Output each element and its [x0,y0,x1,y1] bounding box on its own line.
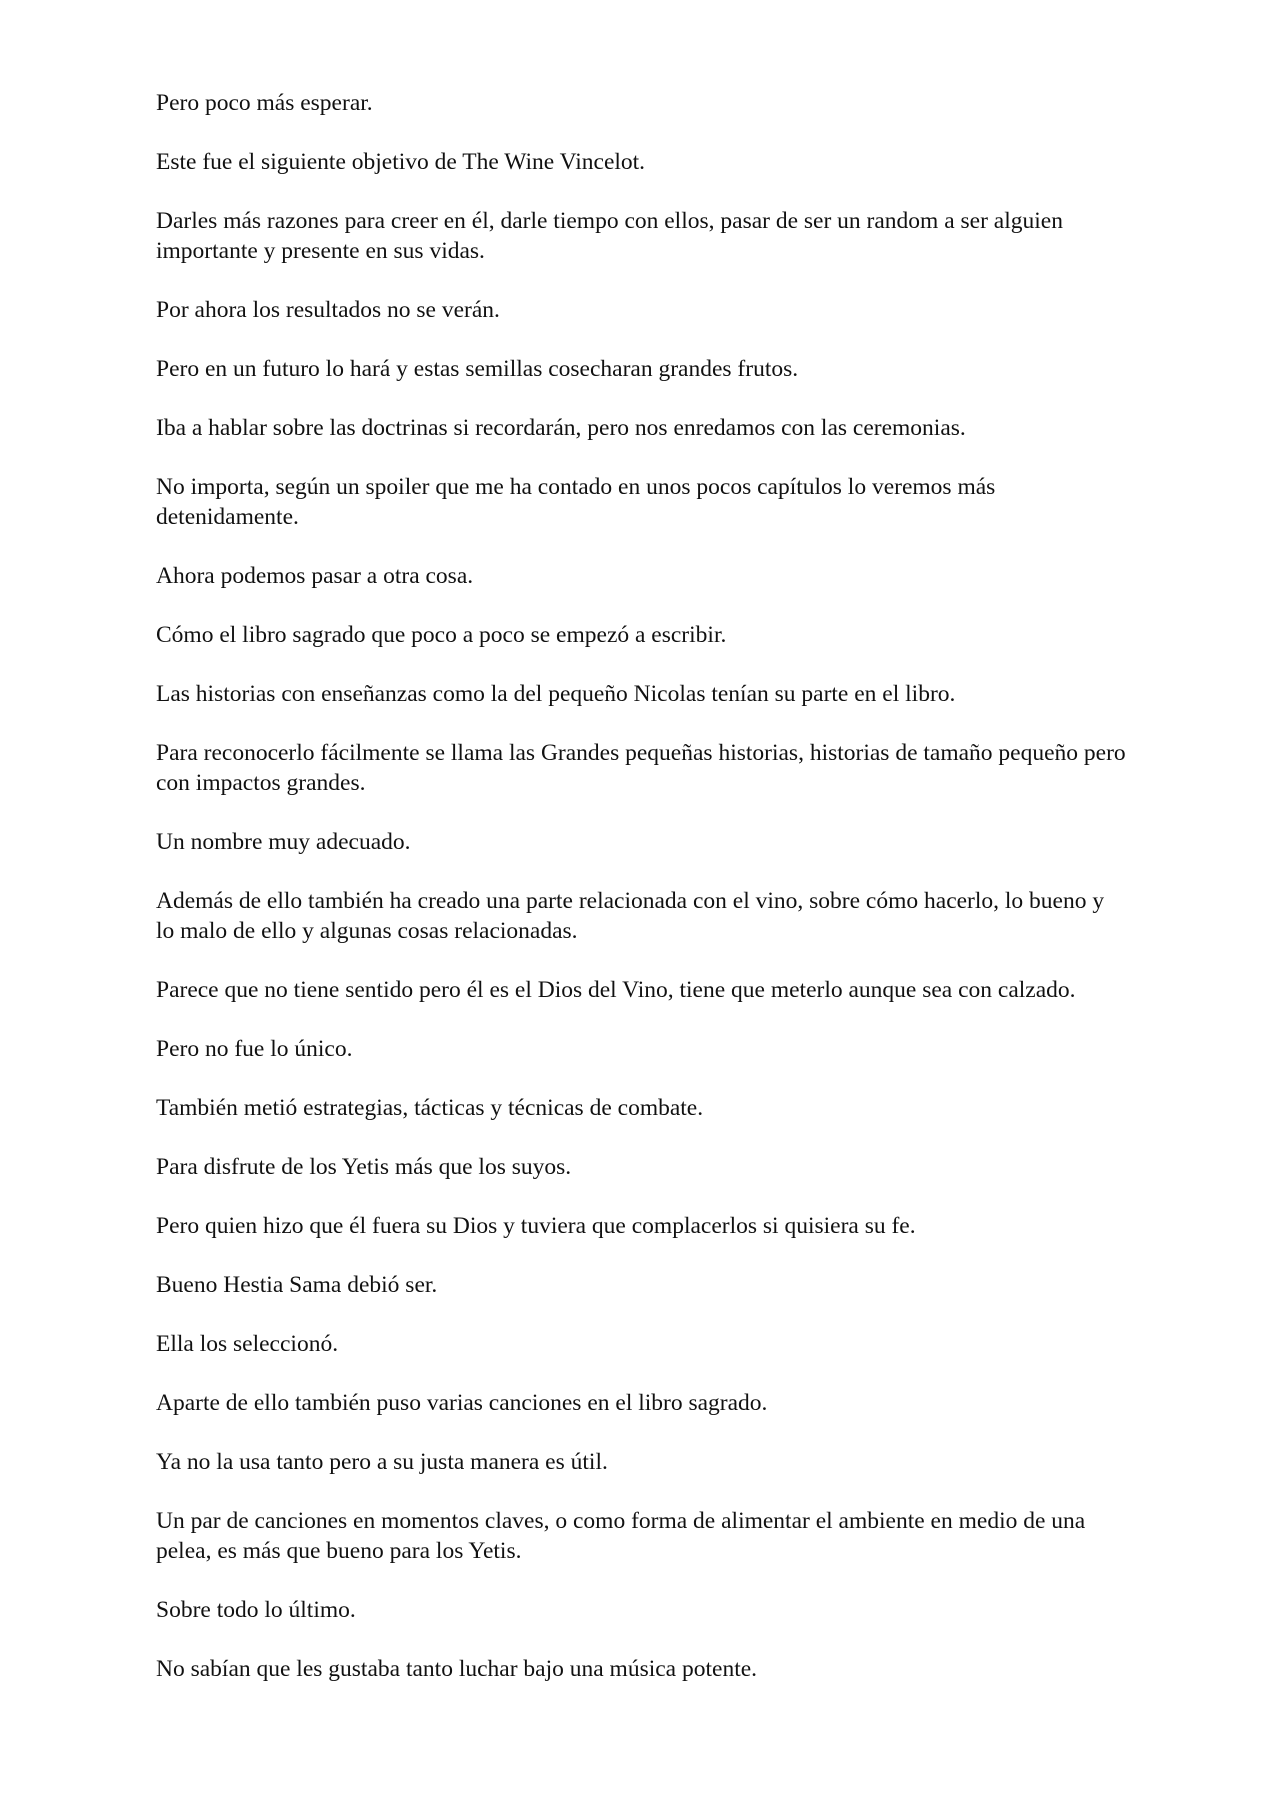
paragraph: Sobre todo lo último. [156,1597,356,1623]
paragraph: Pero en un futuro lo hará y estas semillas cosecharan grandes frutos. [156,356,799,382]
paragraph: Pero poco más esperar. [156,90,373,116]
paragraph: Por ahora los resultados no se verán. [156,297,500,323]
paragraph: Darles más razones para creer en él, darle tiempo con ellos, pasar de ser un random a ser alguien importante y presente en sus vidas. [156,208,1063,264]
paragraph: Ya no la usa tanto pero a su justa manera es útil. [156,1449,608,1475]
paragraph: Un nombre muy adecuado. [156,829,411,855]
paragraph: Aparte de ello también puso varias canciones en el libro sagrado. [156,1390,768,1416]
paragraph: Este fue el siguiente objetivo de The Wine Vincelot. [156,149,646,175]
paragraph: Para reconocerlo fácilmente se llama las Grandes pequeñas historias, historias de tamaño pequeño pero con impactos grandes. [156,740,1126,796]
paragraph: Un par de canciones en momentos claves, o como forma de alimentar el ambiente en medio de una pelea, es más que bueno para los Yetis. [156,1508,1086,1564]
paragraph: No importa, según un spoiler que me ha contado en unos pocos capítulos lo veremos más detenidamente. [156,474,996,530]
paragraph: Pero no fue lo único. [156,1036,353,1062]
paragraph: No sabían que les gustaba tanto luchar bajo una música potente. [156,1656,758,1682]
paragraph: Las historias con enseñanzas como la del pequeño Nicolas tenían su parte en el libro. [156,681,956,707]
paragraph: Ella los seleccionó. [156,1331,339,1357]
paragraph: También metió estrategias, tácticas y técnicas de combate. [156,1095,704,1121]
paragraph: Además de ello también ha creado una parte relacionada con el vino, sobre cómo hacerlo, lo bueno y lo malo de ello y algunas cosas relacionadas. [156,888,1105,944]
document-page [156,88,1126,1713]
paragraph: Bueno Hestia Sama debió ser. [156,1272,438,1298]
paragraph: Pero quien hizo que él fuera su Dios y tuviera que complacerlos si quisiera su fe. [156,1213,916,1239]
paragraph: Parece que no tiene sentido pero él es el Dios del Vino, tiene que meterlo aunque sea con calzado. [156,977,1076,1003]
paragraph: Cómo el libro sagrado que poco a poco se empezó a escribir. [156,622,727,648]
paragraph: Iba a hablar sobre las doctrinas si recordarán, pero nos enredamos con las ceremonias. [156,415,966,441]
paragraph: Ahora podemos pasar a otra cosa. [156,563,474,589]
paragraph: Para disfrute de los Yetis más que los suyos. [156,1154,572,1180]
